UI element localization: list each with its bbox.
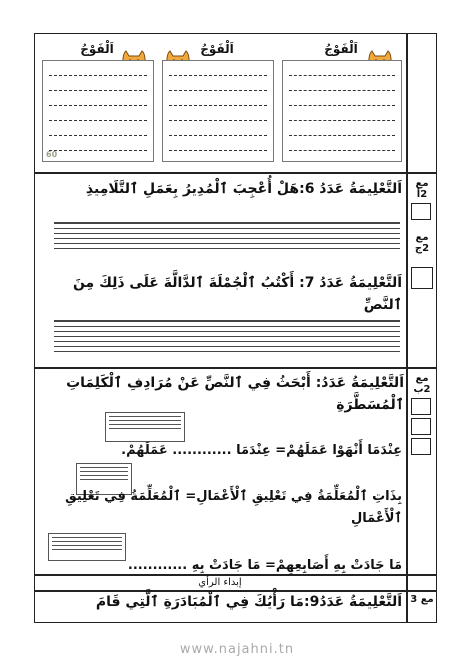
synonym-line-2: بِذَاتِ ٱلْمُعَلِّمَةُ فِي تَعْلِيقِ ٱلْأَعْمَالِ= ٱلْمُعَلِّمَةُ فِي تَعْلِيقِ ٱلْأَعْمَالِ — [65, 489, 402, 526]
section-divider — [34, 172, 437, 174]
margin-label: مع 2ج — [414, 232, 430, 254]
group-card-title: اَلْفَوْجُ — [80, 42, 114, 56]
score-box[interactable] — [411, 267, 433, 289]
group-card-title: اَلْفَوْجُ — [200, 42, 234, 56]
card-hint: 60 — [46, 150, 58, 159]
card-paper — [42, 60, 154, 162]
score-box[interactable] — [411, 438, 431, 455]
answer-lines[interactable] — [54, 222, 400, 253]
site-watermark: www.najahni.tn — [179, 642, 295, 657]
question-6: اَلتَّعْلِيمَةُ عَدَدُ 6:هَلْ أُعْجِبَ ٱلْمُدِيرُ بِعَمَلِ ٱلتَّلَامِيذِ — [85, 181, 402, 197]
margin-label: مع 2ب — [413, 373, 431, 395]
question-7: اَلتَّعْلِيمَةُ عَدَدُ 7: أَكْتُبُ ٱلْجُمْلَةَ ٱلدَّالَّةَ عَلَى ذَلِكَ مِنَ ٱلنَّصِّ — [72, 275, 402, 313]
question-8: اَلتَّعْلِيمَةُ عَدَدُ: أَبْحَثُ فِي ٱلنَّصِّ عَنْ مُرَادِفِ ٱلْكَلِمَاتِ ٱلْمُسَطَّرَةِ — [66, 375, 404, 413]
section-divider — [34, 367, 437, 369]
margin-column-divider — [406, 33, 408, 623]
card-paper — [282, 60, 402, 162]
group-card — [282, 42, 400, 162]
score-box[interactable] — [411, 398, 431, 415]
answer-box[interactable] — [105, 412, 185, 442]
section-heading: إبداء الرأي — [198, 577, 242, 588]
group-card — [42, 42, 152, 162]
margin-label: مع 2أ — [415, 178, 429, 200]
group-card — [162, 42, 272, 162]
synonym-line-3: مَا جَادَتْ بِهِ أَصَابِعِهِمْ= مَا جَادَتْ بِهِ ............ — [127, 558, 402, 573]
margin-label: مع 3 — [410, 594, 434, 605]
card-paper — [162, 60, 274, 162]
score-box[interactable] — [411, 418, 431, 435]
group-card-title: اَلْفَوْجُ — [324, 42, 358, 56]
synonym-line-1: عِنْدَمَا أَنْهَوْا عَمَلَهُمْ= عِنْدَمَا ............ عَمَلَهُمْ. — [121, 443, 402, 458]
question-9: اَلتَّعْلِيمَةُ عَدَدُ9:مَا رَأْيُكَ فِي ٱلْمُبَادَرَةِ ٱلَّتِي قَامَ — [95, 594, 402, 610]
score-box[interactable] — [411, 203, 431, 220]
answer-lines[interactable] — [54, 320, 400, 356]
